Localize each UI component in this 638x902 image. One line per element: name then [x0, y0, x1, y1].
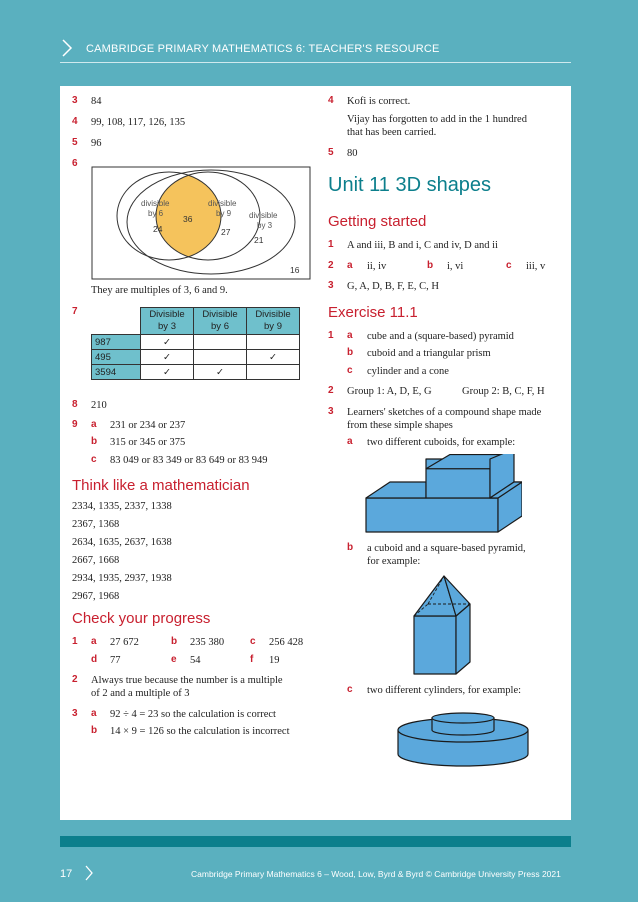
- part-letter: d: [91, 654, 98, 665]
- row-label: 495: [92, 350, 141, 365]
- answer-text: of 2 and a multiple of 3: [91, 688, 190, 699]
- row-label: 987: [92, 335, 141, 350]
- answer-text: 92 ÷ 4 = 23 so the calculation is correct: [110, 709, 276, 720]
- part-letter: e: [171, 654, 177, 665]
- answer-text: 235 380: [190, 637, 225, 648]
- answer-number: 3: [328, 280, 334, 291]
- part-letter: a: [347, 260, 353, 271]
- answer-number: 2: [328, 385, 334, 396]
- unit-title: Unit 11 3D shapes: [328, 174, 492, 196]
- answer-text: Always true because the number is a multiple: [91, 675, 283, 686]
- section-heading: Check your progress: [72, 610, 211, 627]
- answer-text: i, vi: [447, 261, 464, 272]
- venn-value: 16: [290, 265, 300, 275]
- answer-text: iii, v: [526, 261, 546, 272]
- answer-text: two different cylinders, for example:: [367, 685, 522, 696]
- answer-text: that has been carried.: [347, 127, 437, 138]
- answer-text: 315 or 345 or 375: [110, 437, 186, 448]
- answer-text: Learners' sketches of a compound shape made: [347, 407, 542, 418]
- table-cell: [247, 335, 300, 350]
- row-label: 3594: [92, 365, 141, 380]
- header-title: CAMBRIDGE PRIMARY MATHEMATICS 6: TEACHER'S RESOURCE: [86, 43, 440, 55]
- part-letter: c: [347, 365, 353, 376]
- venn-label-6a: divisible: [141, 199, 170, 208]
- table-cell: [194, 350, 247, 365]
- answer-text: 99, 108, 117, 126, 135: [91, 117, 186, 128]
- divisibility-table: [91, 307, 300, 380]
- table-header: Divisible by 3: [141, 308, 194, 335]
- answer-number: 1: [328, 239, 334, 250]
- footer-credit: Cambridge Primary Mathematics 6 – Wood, Low, Byrd & Byrd © Cambridge University Press 2021: [191, 869, 561, 879]
- cuboids-sketch: [362, 454, 522, 536]
- table-cell: [247, 365, 300, 380]
- answer-line: 2634, 1635, 2637, 1638: [72, 537, 172, 548]
- answer-number: 2: [328, 260, 334, 271]
- part-letter: b: [347, 542, 354, 553]
- answer-text: two different cuboids, for example:: [367, 437, 516, 448]
- section-heading: Think like a mathematician: [72, 477, 250, 494]
- answer-text: A and iii, B and i, C and iv, D and ii: [347, 240, 498, 251]
- answer-number: 3: [72, 708, 78, 719]
- part-letter: c: [347, 684, 353, 695]
- answer-text: from these simple shapes: [347, 420, 453, 431]
- chevron-right-icon: [84, 864, 94, 882]
- answer-number: 5: [328, 147, 334, 158]
- answer-text: 231 or 234 or 237: [110, 420, 186, 431]
- answer-number: 3: [328, 406, 334, 417]
- answer-text: a cuboid and a square-based pyramid,: [367, 543, 526, 554]
- answer-text: 84: [91, 96, 102, 107]
- answer-line: 2667, 1668: [72, 555, 120, 566]
- answer-line: 2967, 1968: [72, 591, 120, 602]
- answer-text: 27 672: [110, 637, 139, 648]
- chevron-right-icon: [60, 38, 74, 58]
- venn-label-3a: divisible: [249, 211, 278, 220]
- part-letter: b: [171, 636, 178, 647]
- answer-text: 210: [91, 400, 107, 411]
- footer-bar: [60, 836, 571, 847]
- part-letter: b: [91, 725, 98, 736]
- answer-number: 4: [328, 95, 334, 106]
- page-number: 17: [60, 868, 73, 880]
- venn-value: 24: [153, 224, 163, 234]
- venn-value: 21: [254, 235, 264, 245]
- answer-text: for example:: [367, 556, 421, 567]
- answer-text: Kofi is correct.: [347, 96, 411, 107]
- answer-text: 96: [91, 138, 102, 149]
- answer-number: 7: [72, 306, 78, 317]
- answer-line: 2367, 1368: [72, 519, 120, 530]
- answer-text: cylinder and a cone: [367, 366, 449, 377]
- answer-text: 77: [110, 655, 121, 666]
- part-letter: a: [91, 708, 97, 719]
- venn-label-9b: by 9: [216, 209, 232, 218]
- answer-text: 80: [347, 148, 358, 159]
- table-cell: ✓: [141, 365, 194, 380]
- answer-text: G, A, D, B, F, E, C, H: [347, 281, 439, 292]
- venn-value: 27: [221, 227, 231, 237]
- table-cell: ✓: [141, 335, 194, 350]
- section-heading: Getting started: [328, 213, 427, 230]
- part-letter: b: [91, 436, 98, 447]
- answer-text: cube and a (square-based) pyramid: [367, 331, 514, 342]
- answer-number: 2: [72, 674, 78, 685]
- answer-text: 256 428: [269, 637, 304, 648]
- venn-value: 36: [183, 214, 193, 224]
- part-letter: b: [347, 347, 354, 358]
- table-corner: [92, 308, 141, 335]
- answer-number: 1: [72, 636, 78, 647]
- part-letter: c: [506, 260, 512, 271]
- part-letter: a: [91, 636, 97, 647]
- answer-text: Vijay has forgotten to add in the 1 hundred: [347, 114, 527, 125]
- answer-text: 83 049 or 83 349 or 83 649 or 83 949: [110, 455, 268, 466]
- answer-line: 2334, 1335, 2337, 1338: [72, 501, 172, 512]
- table-row: [92, 335, 300, 350]
- table-row: [92, 365, 300, 380]
- answer-number: 1: [328, 330, 334, 341]
- page-content: [60, 86, 571, 820]
- answer-text: 19: [269, 655, 280, 666]
- part-letter: c: [250, 636, 256, 647]
- answer-number: 3: [72, 95, 78, 106]
- section-heading: Exercise 11.1: [328, 304, 418, 321]
- answer-number: 4: [72, 116, 78, 127]
- table-cell: [194, 335, 247, 350]
- cylinders-sketch: [396, 710, 532, 768]
- table-cell: ✓: [141, 350, 194, 365]
- page-header: [0, 0, 638, 86]
- venn-label-6b: by 6: [148, 209, 164, 218]
- part-letter: f: [250, 654, 254, 665]
- table-header: Divisible by 9: [247, 308, 300, 335]
- answer-text: Group 1: A, D, E, G: [347, 386, 432, 397]
- answer-number: 6: [72, 158, 78, 169]
- table-cell: ✓: [247, 350, 300, 365]
- answer-line: 2934, 1935, 2937, 1938: [72, 573, 172, 584]
- venn-label-9a: divisible: [208, 199, 237, 208]
- answer-text: 54: [190, 655, 201, 666]
- answer-number: 9: [72, 419, 78, 430]
- answer-text: cuboid and a triangular prism: [367, 348, 491, 359]
- pyramid-cube-sketch: [410, 574, 476, 676]
- table-cell: ✓: [194, 365, 247, 380]
- header-rule: [60, 62, 571, 63]
- answer-text: Group 2: B, C, F, H: [462, 386, 545, 397]
- table-row: [92, 350, 300, 365]
- venn-diagram: [91, 166, 313, 281]
- venn-label-3b: by 3: [257, 221, 273, 230]
- part-letter: a: [91, 419, 97, 430]
- part-letter: b: [427, 260, 434, 271]
- part-letter: c: [91, 454, 97, 465]
- answer-text: ii, iv: [367, 261, 387, 272]
- part-letter: a: [347, 436, 353, 447]
- table-header: Divisible by 6: [194, 308, 247, 335]
- answer-text: 14 × 9 = 126 so the calculation is incorrect: [110, 726, 290, 737]
- answer-number: 8: [72, 399, 78, 410]
- venn-caption: They are multiples of 3, 6 and 9.: [91, 285, 228, 296]
- part-letter: a: [347, 330, 353, 341]
- answer-number: 5: [72, 137, 78, 148]
